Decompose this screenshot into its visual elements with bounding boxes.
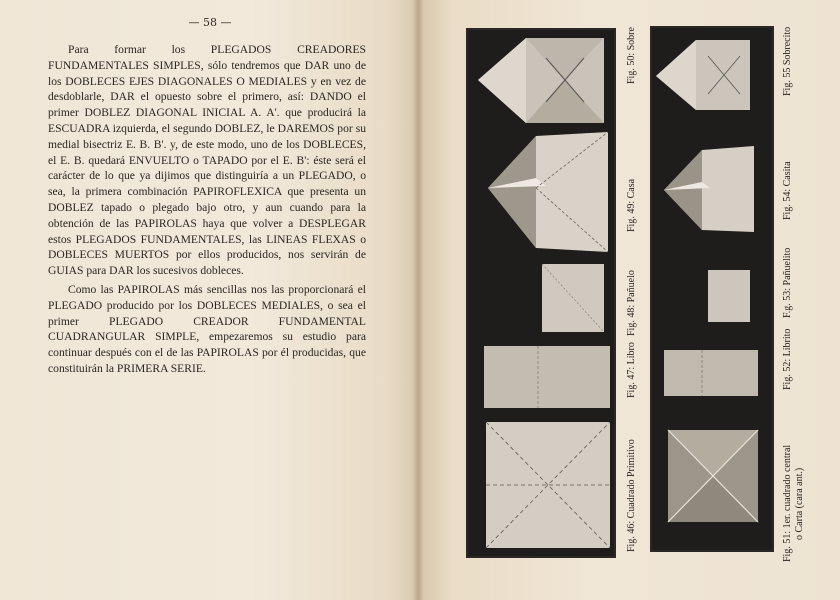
paragraph-2: Como las PAPIROLAS más sencillas nos las proporcionará el PLEGADO producido por los DOBLECES MEDIALES, o sea el primer PLEGADO CREADOR FUNDAMENTAL CUADRANGULAR SIMPLE, empezaremos su estudio para continuar después con el de las PAPIROLAS por él producidas, que constituirán la PRIMERA SERIE. [48, 282, 366, 375]
figure-strip-large [466, 28, 616, 558]
caption-fig-47: Fig. 47: Libro [626, 342, 637, 398]
left-page [0, 0, 418, 600]
caption-fig-52: Fig. 52: Librito [782, 328, 793, 390]
fig-casa [488, 132, 608, 252]
fig-carta [668, 430, 758, 522]
figure-strip-small [650, 26, 774, 552]
fig-libro [484, 346, 610, 408]
caption-fig-54: Fig. 54: Casita [782, 161, 793, 220]
book-gutter [412, 0, 424, 600]
caption-fig-49: Fig. 49: Casa [626, 178, 637, 232]
caption-fig-46: Fig. 46: Cuadrado Primitivo [626, 439, 637, 552]
caption-fig-55: Fig. 55 Sobrecito [782, 26, 793, 96]
figure-panel-small [650, 26, 774, 552]
fig-sobrecito [656, 40, 750, 110]
fig-panuelo [542, 264, 604, 332]
fig-cuadrado-primitivo [486, 422, 610, 548]
figure-panel-large [466, 28, 616, 558]
body-text [48, 42, 366, 380]
caption-fig-53: F.g. 53: Pañuelito [782, 247, 793, 318]
fig-sobre [478, 38, 604, 123]
fig-panuelito [708, 270, 750, 322]
caption-fig-51: Fig. 51: 1er. cuadrado central [782, 444, 793, 562]
fig-librito [664, 350, 758, 396]
fig-casita [664, 146, 754, 232]
page-number: — 58 — [188, 16, 232, 29]
caption-fig-48: Fig. 48: Pañuelo [626, 270, 637, 336]
paragraph-1: Para formar los PLEGADOS CREADORES FUNDAMENTALES SIMPLES, sólo tendremos que DAR uno de los DOBLECES EJES DIAGONALES O MEDIALES y en vez de desdoblarle, DAR el opuesto sobre el primero, así: DANDO el primer DOBLEZ DIAGONAL INICIAL A. A'. que producirá la ESCUADRA izquierda, el segundo DOBLEZ, le DAREMOS por su medial bisectriz E. B. B'. y, de este modo, uno de los DOBLECES, el E. B. quedará ENVUELTO o TAPADO por el E. B': éste será el carácter de lo que ya dijimos que distinguiría a un PLEGADO, o sea, la primera combinación PAPIROFLEXICA que presenta un DOBLEZ tapado o plegado bajo otro, y aun cuando para la obtención de las PAPIROLAS haya que volver a DESPLEGAR estos PLEGADOS FUNDAMENTALES, las LINEAS FLEXAS o DOBLECES MUERTOS por ellos producidos, nos servirán de GUIAS para DAR los sucesivos dobleces. [48, 43, 366, 278]
caption-fig-51-line2: o Carta (cara ant.) [794, 467, 805, 540]
caption-fig-50: Fig. 50: Sobre [626, 27, 637, 84]
